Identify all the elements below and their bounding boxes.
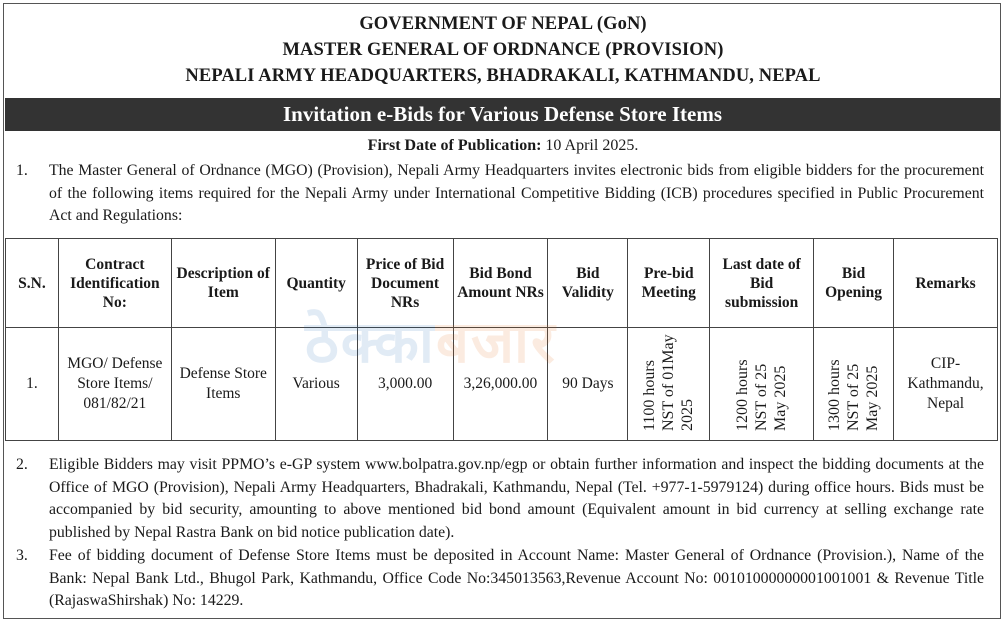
cell-description: Defense Store Items: [171, 328, 275, 441]
paragraph-2-text: Eligible Bidders may visit PPMO’s e-GP system www.bolpatra.gov.np/egp or obtain further information and inspect the bidding documents at the Office of MGO (Provision), Nepali Army Headquarters, Bhadrakali, Kathmandu, Nepal (Tel. +977-1-5979124) during office hours. Bids must be accompanied by bid security, amounting to above mentioned bid bond amount (Equivalent amount in bid currency at selling exchange rate published by Nepal Rastra Bank on bid notice publication date).: [49, 456, 984, 541]
col-header-contract-id: Contract Identification No:: [58, 239, 171, 328]
paragraph-1: [16, 160, 984, 228]
cell-opening: [814, 328, 894, 441]
paragraph-3-text: Fee of bidding document of Defense Store Items must be deposited in Account Name: Master General of Ordnance (Provision.), Name of the Bank: Nepal Bank Ltd., Bhugol Park, Kathmandu, Office Code No:345013563,Revenue Account No: 00101000000001001001 & Revenue Title (RajaswaShirshak) No: 14229.: [49, 547, 984, 609]
col-header-sn: S.N.: [6, 239, 59, 328]
col-header-price: Price of Bid Document NRs: [357, 239, 453, 328]
table-header-row: [6, 239, 998, 328]
col-header-remarks: Remarks: [894, 239, 998, 328]
publication-label: First Date of Publication:: [367, 137, 542, 154]
opening-text: 1300 hours NST of 25 May 2025: [826, 359, 882, 431]
header-line-government: GOVERNMENT OF NEPAL (GoN): [359, 14, 647, 34]
col-header-quantity: Quantity: [275, 239, 357, 328]
cell-price: 3,000.00: [357, 328, 453, 441]
cell-sn: 1.: [6, 328, 59, 441]
paragraph-2-number: 2.: [16, 456, 28, 473]
paragraph-1-text: The Master General of Ordnance (MGO) (Provision), Nepali Army Headquarters invites electronic bids from eligible bidders for the procurement of the following items required for the Nepali Army under International Competitive Bidding (ICB) procedures specified in Public Procurement Act and Regulations:: [49, 162, 984, 224]
paragraph-3-number: 3.: [16, 547, 28, 564]
cell-bid-bond: 3,26,000.00: [453, 328, 548, 441]
last-date-text: 1200 hours NST of 25 May 2025: [734, 359, 790, 431]
col-header-opening: Bid Opening: [814, 239, 894, 328]
watermark-part-1: ठेक्का: [305, 308, 436, 376]
watermark-part-2: बजार: [435, 308, 557, 376]
bids-table: [5, 238, 998, 441]
cell-validity: 90 Days: [548, 328, 628, 441]
publication-date: 10 April 2025.: [545, 137, 639, 154]
paragraph-1-number: 1.: [16, 162, 28, 179]
header-line-address: NEPALI ARMY HEADQUARTERS, BHADRAKALI, KATHMANDU, NEPAL: [185, 66, 821, 86]
paragraph-3: [16, 545, 984, 613]
paragraph-2: [16, 454, 984, 544]
cell-contract-id: MGO/ Defense Store Items/ 081/82/21: [58, 328, 171, 441]
col-header-last-date: Last date of Bid submission: [710, 239, 814, 328]
col-header-validity: Bid Validity: [548, 239, 628, 328]
col-header-description: Description of Item: [171, 239, 275, 328]
table-row: [6, 328, 998, 441]
cell-remarks: CIP-Kathmandu, Nepal: [894, 328, 998, 441]
col-header-prebid: Pre-bid Meeting: [628, 239, 710, 328]
cell-prebid: [628, 328, 710, 441]
notice-title-banner: Invitation e-Bids for Various Defense Store Items: [5, 98, 1000, 131]
cell-last-date: [710, 328, 814, 441]
prebid-text: 1100 hours NST of 01May 2025: [641, 334, 697, 431]
publication-date-line: [0, 137, 1006, 155]
cell-quantity: Various: [275, 328, 357, 441]
col-header-bid-bond: Bid Bond Amount NRs: [453, 239, 548, 328]
header-line-mgo: MASTER GENERAL OF ORDNANCE (PROVISION): [282, 40, 724, 60]
